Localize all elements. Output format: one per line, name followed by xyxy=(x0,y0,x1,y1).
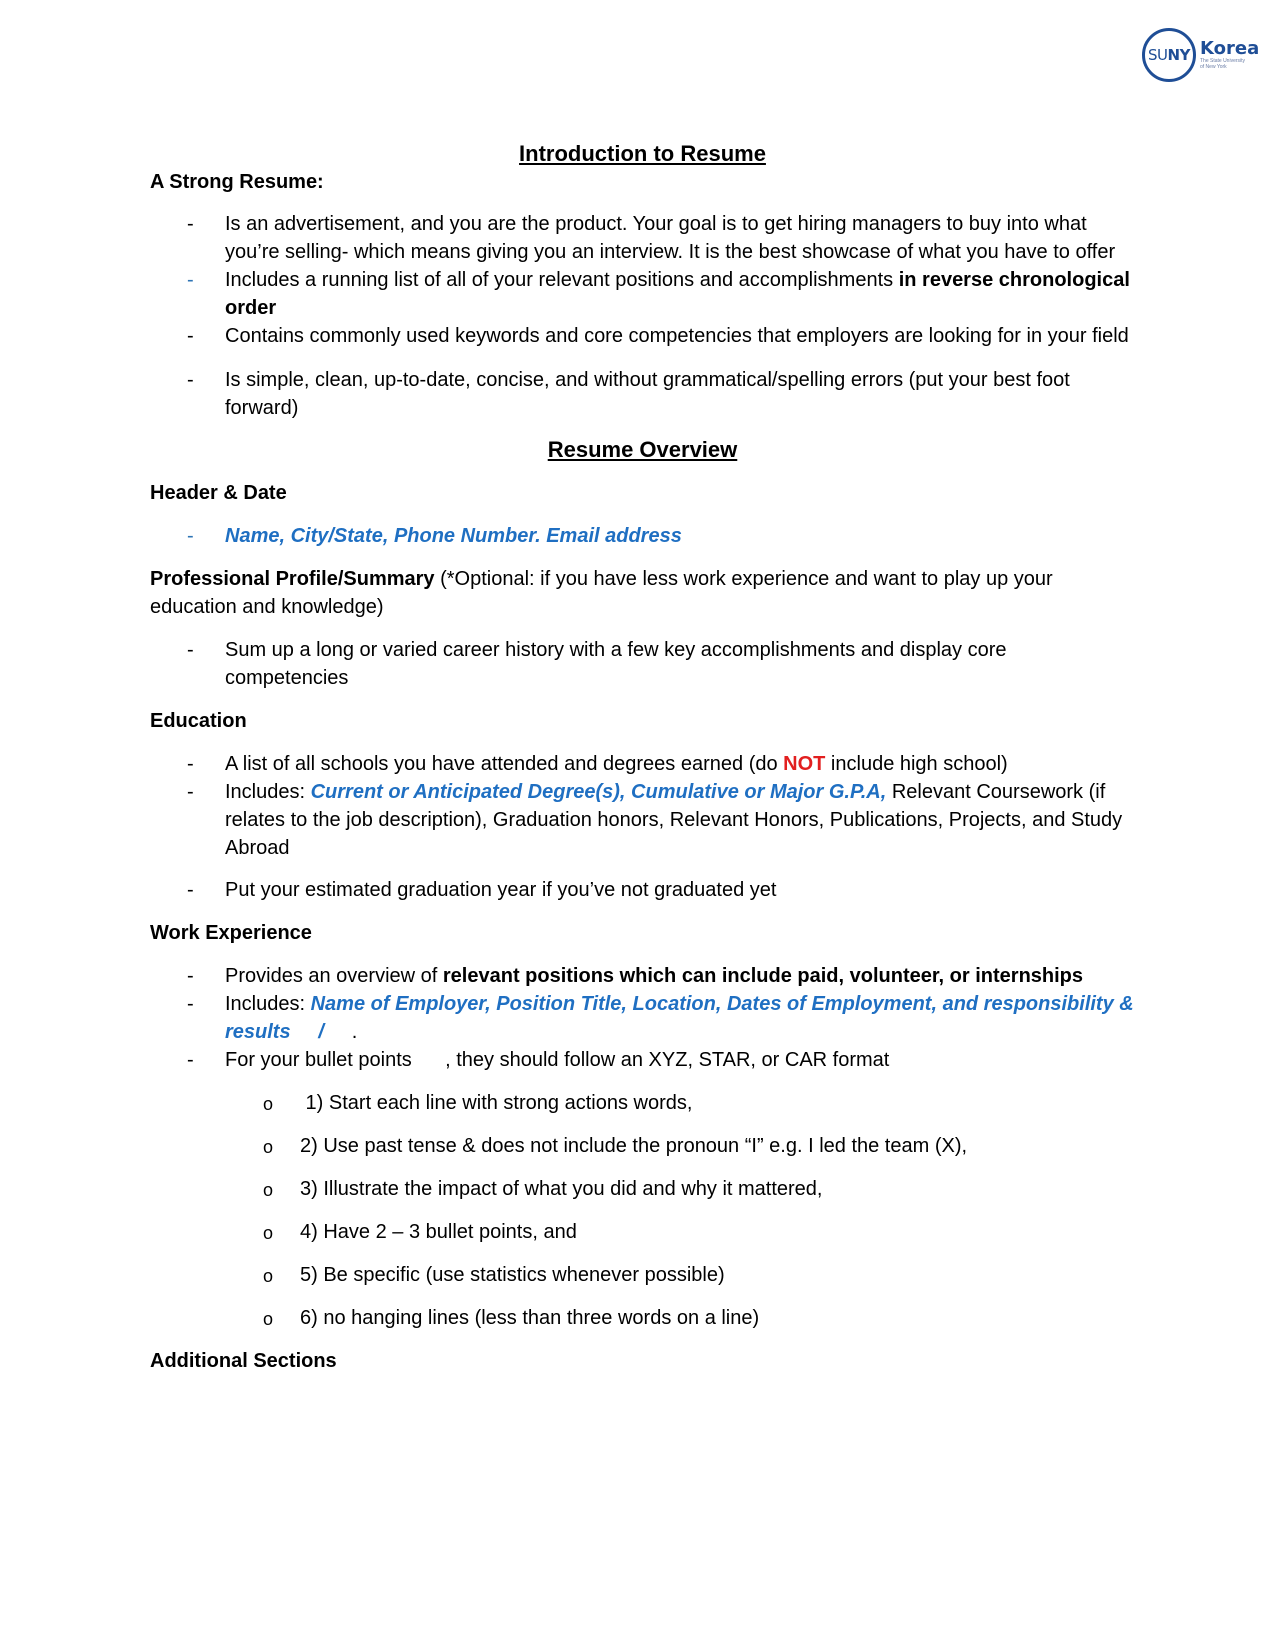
circle-marker: o xyxy=(263,1137,274,1157)
profile-heading: Professional Profile/Summary xyxy=(150,568,435,590)
list-item xyxy=(150,1046,1135,1074)
item-text: Contains commonly used keywords and core competencies that employers are looking for in your field xyxy=(225,325,1129,347)
logo-seal-su: SU xyxy=(1148,46,1168,64)
dash-marker: - xyxy=(187,1049,194,1071)
dash-marker: - xyxy=(187,639,194,661)
logo-seal-ny: NY xyxy=(1167,46,1190,64)
item-bold-text: in reverse chronological order xyxy=(225,269,1130,319)
comma: , xyxy=(619,781,632,803)
employment-fields: Name of Employer, Position Title, Location, Dates of Employment, and responsibility & results / xyxy=(225,993,1140,1043)
list-item xyxy=(150,636,1135,692)
circle-marker: o xyxy=(263,1094,274,1114)
dash-marker: - xyxy=(187,993,194,1015)
education-heading: Education xyxy=(150,710,247,732)
dash-marker: - xyxy=(187,213,194,235)
item-text: 3) Illustrate the impact of what you did and why it mattered, xyxy=(300,1178,823,1200)
list-item xyxy=(150,210,1135,266)
item-text: Relevant Coursework (if relates to the job description), Graduation honors, Relevant Honors, Publications, Projects, and Study Abroad xyxy=(225,781,1123,859)
profile-paragraph xyxy=(150,565,1135,621)
dash-marker: - xyxy=(187,753,194,775)
item-text: Sum up a long or varied career history with a few key accomplishments and display core competencies xyxy=(225,639,1007,689)
gpa-emphasis: Cumulative or Major G.P.A, xyxy=(631,781,887,803)
dash-marker: - xyxy=(187,525,194,547)
list-item xyxy=(150,876,1135,904)
header-date-list xyxy=(150,522,1135,550)
list-item xyxy=(150,1304,1135,1332)
not-emphasis: NOT xyxy=(783,753,826,775)
item-text: . xyxy=(323,1021,358,1043)
list-item xyxy=(150,1218,1135,1246)
profile-note: (*Optional: if you have less work experience and want to play up your education and knowledge) xyxy=(150,568,1053,618)
list-item xyxy=(150,1132,1135,1160)
item-text: 5) Be specific (use statistics whenever possible) xyxy=(300,1264,725,1286)
item-text: 6) no hanging lines (less than three words on a line) xyxy=(300,1307,760,1329)
additional-heading: Additional Sections xyxy=(150,1350,337,1372)
list-item xyxy=(150,366,1135,422)
item-text: 2) Use past tense & does not include the pronoun “I” e.g. I led the team (X), xyxy=(300,1135,968,1157)
logo-wordmark xyxy=(1200,40,1259,70)
list-item xyxy=(150,962,1135,990)
item-text: Is an advertisement, and you are the product. Your goal is to get hiring managers to buy into what you’re selling- which means giving you an interview. It is the best showcase of what you have to offer xyxy=(225,213,1116,263)
item-text: 1) Start each line with strong actions words, xyxy=(300,1092,693,1114)
list-item xyxy=(150,990,1140,1046)
circle-marker: o xyxy=(263,1309,274,1329)
dash-marker: - xyxy=(187,369,194,391)
logo-fine-1: The State University xyxy=(1200,58,1246,64)
profile-list xyxy=(150,636,1135,692)
list-item xyxy=(150,1261,1135,1289)
item-text: Includes: xyxy=(225,781,311,803)
intro-title: Introduction to Resume xyxy=(519,141,766,166)
item-text: Includes: xyxy=(225,993,311,1015)
overview-title: Resume Overview xyxy=(547,437,738,462)
circle-marker: o xyxy=(263,1180,274,1200)
list-item xyxy=(150,778,1135,862)
item-text: Is simple, clean, up-to-date, concise, and without grammatical/spelling errors (put your best foot forward) xyxy=(225,369,1070,419)
item-text: include high school) xyxy=(825,753,1008,775)
circle-marker: o xyxy=(263,1266,274,1286)
logo-word: Korea xyxy=(1200,38,1260,59)
circle-marker: o xyxy=(263,1223,274,1243)
logo-seal xyxy=(1142,28,1196,82)
education-list xyxy=(150,750,1135,904)
item-bold-text: relevant positions which can include paid, volunteer, or internships xyxy=(442,965,1084,987)
list-item xyxy=(150,522,1135,550)
document-body xyxy=(150,140,1140,1375)
strong-resume-heading: A Strong Resume: xyxy=(150,171,324,193)
bullet-rules-list xyxy=(150,1089,1135,1332)
list-item xyxy=(150,750,1135,778)
dash-marker: - xyxy=(187,781,194,803)
work-heading: Work Experience xyxy=(150,922,312,944)
dash-marker: - xyxy=(187,325,194,347)
item-text: A list of all schools you have attended and degrees earned (do xyxy=(225,753,784,775)
logo-fine-2: of New York xyxy=(1200,64,1227,70)
item-text: Put your estimated graduation year if you’ve not graduated yet xyxy=(225,879,777,901)
dash-marker: - xyxy=(187,965,194,987)
degree-emphasis: Current or Anticipated Degree(s) xyxy=(310,781,620,803)
list-item xyxy=(150,322,1135,350)
item-text: Includes a running list of all of your relevant positions and accomplishments xyxy=(225,269,899,291)
header-date-heading: Header & Date xyxy=(150,482,287,504)
dash-marker: - xyxy=(187,269,194,291)
item-text: 4) Have 2 – 3 bullet points, and xyxy=(300,1221,577,1243)
dash-marker: - xyxy=(187,879,194,901)
work-list xyxy=(150,962,1140,1074)
item-text: Provides an overview of xyxy=(225,965,443,987)
strong-resume-list xyxy=(150,210,1135,422)
header-fields: Name, City/State, Phone Number. Email address xyxy=(225,525,682,547)
suny-korea-logo xyxy=(1142,28,1259,82)
item-text: For your bullet points , they should follow an XYZ, STAR, or CAR format xyxy=(225,1049,890,1071)
list-item xyxy=(150,1175,1135,1203)
list-item xyxy=(150,266,1135,322)
list-item xyxy=(150,1089,1135,1117)
